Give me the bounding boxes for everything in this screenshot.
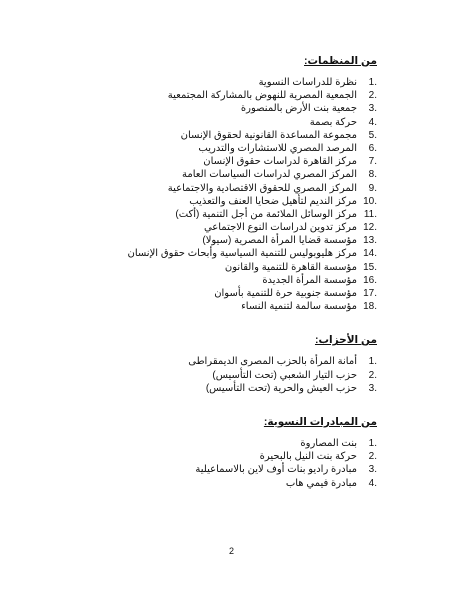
list-item-text: مجموعة المساعدة القانونية لحقوق الإنسان xyxy=(180,129,357,141)
list-item xyxy=(84,369,377,382)
list-item-number: 6. xyxy=(368,142,377,154)
list-item-number: 15. xyxy=(363,261,377,273)
list-item-text: جمعية بنت الأرض بالمنصورة xyxy=(240,103,357,115)
list-item-text: المركز المصري للحقوق الاقتصادية والاجتماعية xyxy=(167,182,357,194)
list-item-number: 4. xyxy=(368,477,377,489)
list-item-text: بنت المصاروة xyxy=(300,437,357,449)
list-item-number: 2. xyxy=(368,451,377,463)
list-item-text: مركز تدوين لدراسات النوع الاجتماعي xyxy=(203,222,357,234)
list-item xyxy=(84,300,377,313)
list-item xyxy=(84,234,377,247)
list-item xyxy=(84,155,377,168)
list-item-number: 2. xyxy=(368,90,377,102)
list-item-text: المرصد المصري للاستشارات والتدريب xyxy=(198,142,357,154)
list-item xyxy=(84,89,377,102)
list-item-number: 5. xyxy=(368,129,377,141)
organizations-heading: من المنظمات: xyxy=(304,55,377,67)
list-item-text: حزب التيار الشعبي (تحت التأسيس) xyxy=(212,369,357,381)
list-item xyxy=(84,261,377,274)
organizations-section xyxy=(84,54,377,313)
list-item xyxy=(84,287,377,300)
list-item-number: 3. xyxy=(368,103,377,115)
list-item-number: 2. xyxy=(368,369,377,381)
list-item xyxy=(84,116,377,129)
list-item-number: 13. xyxy=(363,235,377,247)
parties-list xyxy=(84,355,377,395)
list-item-text: المركز المصري لدراسات السياسات العامة xyxy=(182,169,357,181)
feminist-initiatives-section xyxy=(84,415,377,490)
list-item-number: 3. xyxy=(368,464,377,476)
list-item xyxy=(84,168,377,181)
list-item-number: 4. xyxy=(368,116,377,128)
list-item-text: مؤسسة المرأة الجديدة xyxy=(262,274,357,286)
list-item-text: حركة بصمة xyxy=(309,116,357,128)
list-item xyxy=(84,450,377,463)
parties-section xyxy=(84,333,377,395)
list-item-number: 16. xyxy=(363,274,377,286)
list-item xyxy=(84,463,377,476)
list-item xyxy=(84,355,377,368)
list-item-text: حركة بنت النيل بالبحيرة xyxy=(259,451,357,463)
list-item-text: مركز النديم لتأهيل ضحايا العنف والتعذيب xyxy=(189,195,357,207)
list-item xyxy=(84,195,377,208)
list-item-text: مؤسسة القاهرة للتنمية والقانون xyxy=(224,261,357,273)
list-item xyxy=(84,182,377,195)
page-content xyxy=(84,54,377,490)
list-item-text: الجمعية المصرية للنهوض بالمشاركة المجتمعية xyxy=(167,90,357,102)
list-item-number: 17. xyxy=(363,288,377,299)
list-item xyxy=(84,274,377,287)
feminist-initiatives-list xyxy=(84,437,377,490)
feminist-initiatives-heading: من المبادرات النسوية: xyxy=(263,415,377,428)
list-item-number: 11. xyxy=(363,208,377,220)
parties-heading: من الأحزاب: xyxy=(314,334,377,347)
list-item xyxy=(84,142,377,155)
list-item xyxy=(84,102,377,115)
list-item-text: نظرة للدراسات النسوية xyxy=(258,77,357,88)
organizations-list xyxy=(84,76,377,313)
list-item-text: مركز الوسائل الملائمة من أجل التنمية (أكت) xyxy=(175,208,357,220)
list-item-number: 14. xyxy=(363,248,377,260)
list-item xyxy=(84,477,377,490)
list-item-text: مبادرة فيمي هاب xyxy=(285,477,357,489)
list-item-number: 8. xyxy=(368,169,377,181)
list-item-text: مؤسسة قضايا المرأة المصرية (سيولا) xyxy=(202,235,357,247)
list-item xyxy=(84,129,377,142)
list-item-number: 1. xyxy=(368,77,377,88)
list-item-number: 18. xyxy=(363,301,377,313)
list-item-text: مبادرة راديو بنات أوف لاين بالاسماعيلية xyxy=(195,464,357,476)
list-item-text: أمانة المرأة بالحزب المصرى الديمقراطى xyxy=(188,356,357,368)
list-item-text: مركز القاهرة لدراسات حقوق الإنسان xyxy=(203,156,357,168)
list-item xyxy=(84,437,377,450)
list-item-text: مؤسسة جنوبية حرة للتنمية بأسوان xyxy=(214,288,357,299)
list-item-text: حزب العيش والحرية (تحت التأسيس) xyxy=(205,382,357,394)
list-item xyxy=(84,382,377,395)
list-item-number: 12. xyxy=(363,222,377,234)
list-item-text: مؤسسة سالمة لتنمية النساء xyxy=(241,301,357,313)
list-item-number: 7. xyxy=(368,156,377,168)
page-number: 2 xyxy=(228,546,234,556)
list-item-number: 9. xyxy=(368,182,377,194)
list-item-number: 1. xyxy=(368,437,377,449)
list-item xyxy=(84,76,377,89)
list-item-number: 1. xyxy=(368,356,377,368)
list-item-number: 3. xyxy=(368,382,377,394)
list-item-number: 10. xyxy=(363,195,377,207)
list-item xyxy=(84,247,377,260)
list-item-text: مركز هليوبوليس للتنمية السياسية وأبحاث حقوق الإنسان xyxy=(127,248,357,260)
list-item xyxy=(84,208,377,221)
list-item xyxy=(84,221,377,234)
